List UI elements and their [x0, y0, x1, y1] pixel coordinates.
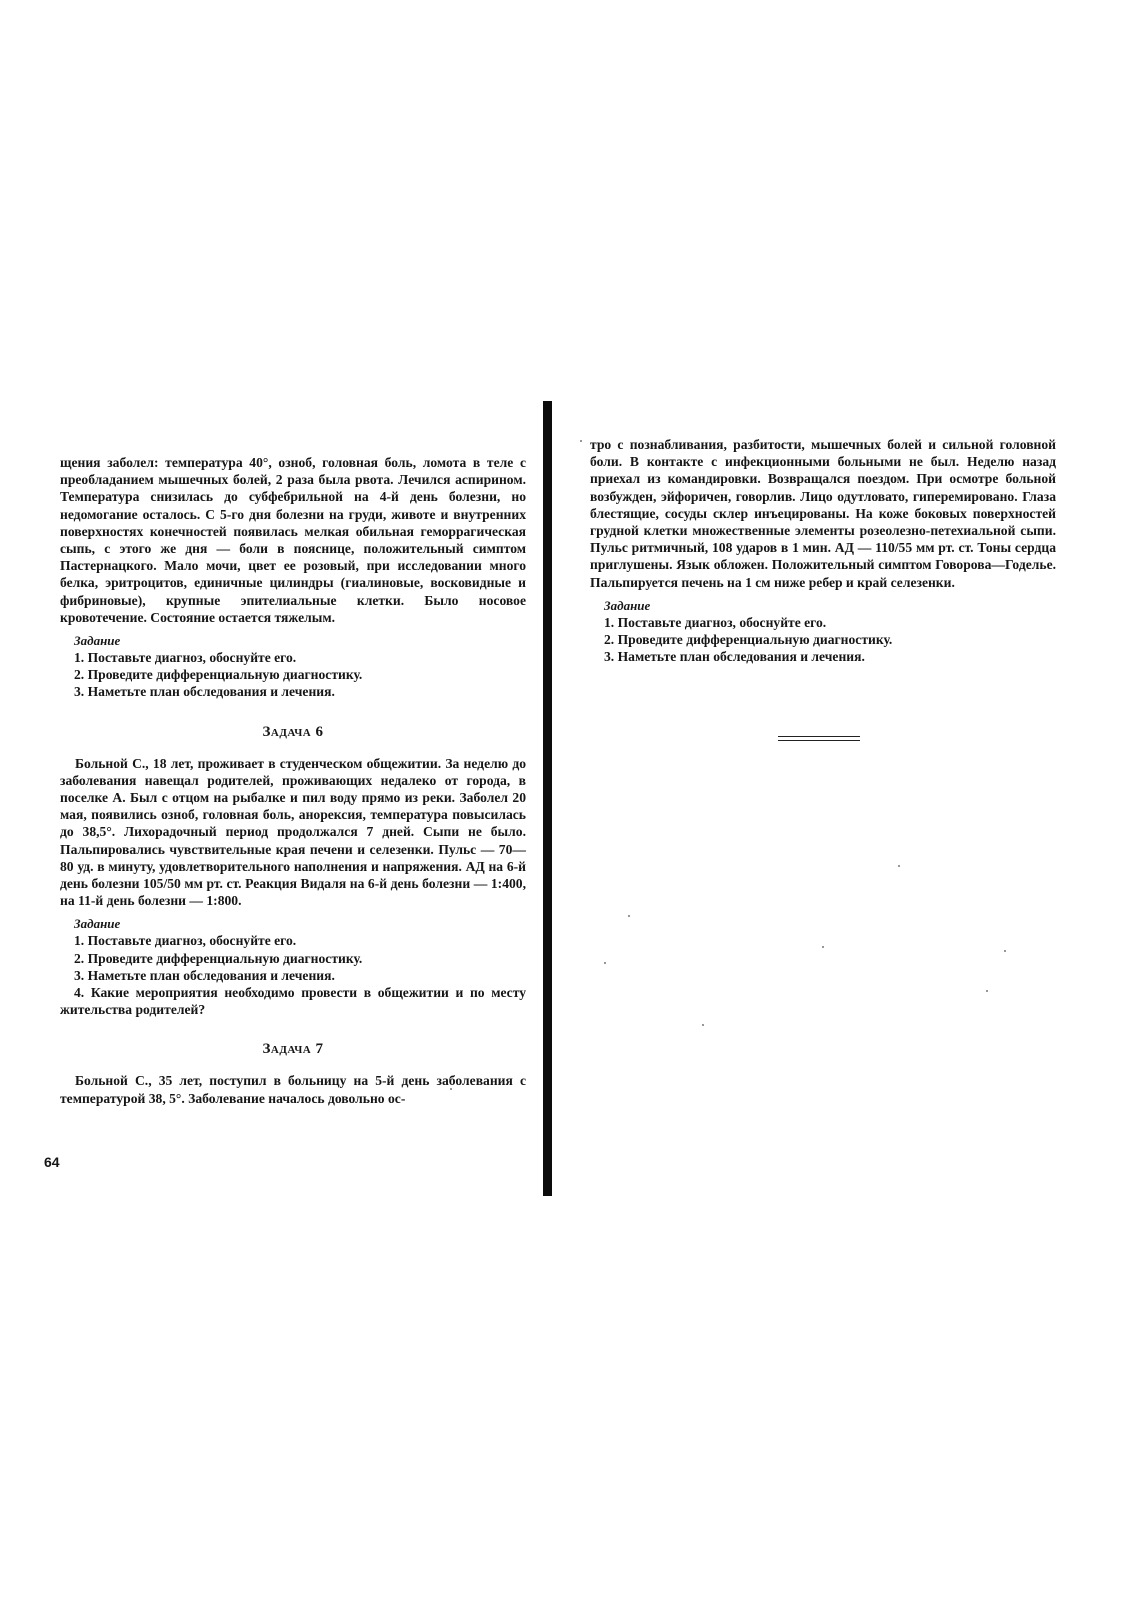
task-item: 2. Проведите дифференциальную диагностику. [604, 632, 893, 648]
scan-speck [628, 915, 630, 917]
scan-speck [702, 1024, 704, 1026]
task-item: 2. Проведите дифференциальную диагностику. [74, 667, 363, 683]
book-spine-shadow [543, 401, 552, 1196]
task-item: 2. Проведите дифференциальную диагностику. [74, 950, 363, 966]
scan-speck [822, 946, 824, 948]
right-continuation-text: тро с познабливания, разбитости, мышечных болей и сильной головной боли. В контакте с инфекционными больными не был. Неделю назад приехал из командировки. Возвращался поездом. При осмотре больной возбужден, эйфоричен, говорлив. Лицо одутловато, гиперемировано. Глаза блестящие, сосуды склер инъецированы. На коже боковых поверхностей грудной клетки множественные элементы розеолезно-петехиальной сыпи. Пульс ритмичный, 108 ударов в 1 мин. АД — 110/55 мм рт. ст. Тоны сердца приглушены. Язык обложен. Положительный симптом Говорова—Годелье. Пальпируется печень на 1 см ниже ребер и край селезенки. [590, 437, 1056, 590]
scan-speck [1004, 950, 1006, 952]
problem-6-text: Больной С., 18 лет, проживает в студенческом общежитии. За неделю до заболевания навещал родителей, проживающих недалеко от города, в поселке А. Был с отцом на рыбалке и пил воду прямо из реки. Заболел 20 мая, появились озноб, головная боль, анорексия, температура повысилась до 38,5°. Лихорадочный период продолжался 7 дней. Сыпи не было. Пальпировались чувствительные края печени и селезенки. Пульс — 70—80 уд. в минуту, удовлетворительного наполнения и напряжения. АД на 6-й день болезни 105/50 мм рт. ст. Реакция Видаля на 6-й день болезни — 1:400, на 11-й день болезни — 1:800. [60, 755, 526, 909]
problem-7-heading: Задача 7 [262, 1041, 324, 1058]
scan-speck [580, 440, 582, 442]
problem-7-text: Больной С., 35 лет, поступил в больницу на 5-й день заболевания с температурой 38, 5°. Заболевание началось довольно ос- [60, 1073, 526, 1106]
task-list [60, 932, 526, 1018]
page-number: 64 [44, 1154, 60, 1170]
task-label: Задание [74, 916, 121, 932]
scan-speck [450, 1088, 452, 1090]
left-continuation-text: щения заболел: температура 40°, озноб, головная боль, ломота в теле с преобладанием мышечных болей, 2 раза была рвота. Лечился аспирином. Температура снизилась до субфебрильной на 4-й день болезни, но недомогание осталось. С 5-го дня болезни на груди, животе и внутренних поверхностях конечностей появилась мелкая обильная геморрагическая сыпь, с этого же дня — боли в пояснице, положительный симптом Пастернацкого. Мало мочи, цвет ее розовый, при исследовании много белка, эритроцитов, единичные цилиндры (гиалиновые, восковидные и фибриновые), крупные эпителиальные клетки. Было носовое кровотечение. Состояние остается тяжелым. [60, 455, 526, 625]
task-label: Задание [604, 597, 651, 613]
scan-speck [898, 865, 900, 867]
task-item: 3. Наметьте план обследования и лечения. [74, 967, 335, 983]
task-item: 3. Наметьте план обследования и лечения. [604, 649, 865, 665]
right-page [590, 436, 1056, 665]
task-list [60, 649, 526, 701]
scan-speck [986, 990, 988, 992]
task-item: 3. Наметьте план обследования и лечения. [74, 684, 335, 700]
task-item: 1. Поставьте диагноз, обоснуйте его. [74, 933, 297, 949]
task-item: 1. Поставьте диагноз, обоснуйте его. [604, 614, 827, 630]
scan-speck [604, 962, 606, 964]
task-label: Задание [74, 633, 121, 649]
left-page [60, 454, 526, 1107]
task-list [590, 614, 1056, 666]
task-item: 1. Поставьте диагноз, обоснуйте его. [74, 650, 297, 666]
end-of-section-rule [778, 736, 860, 744]
problem-6-heading: Задача 6 [262, 723, 324, 740]
task-item: 4. Какие мероприятия необходимо провести в общежитии и по месту жительства родителей? [60, 985, 526, 1018]
